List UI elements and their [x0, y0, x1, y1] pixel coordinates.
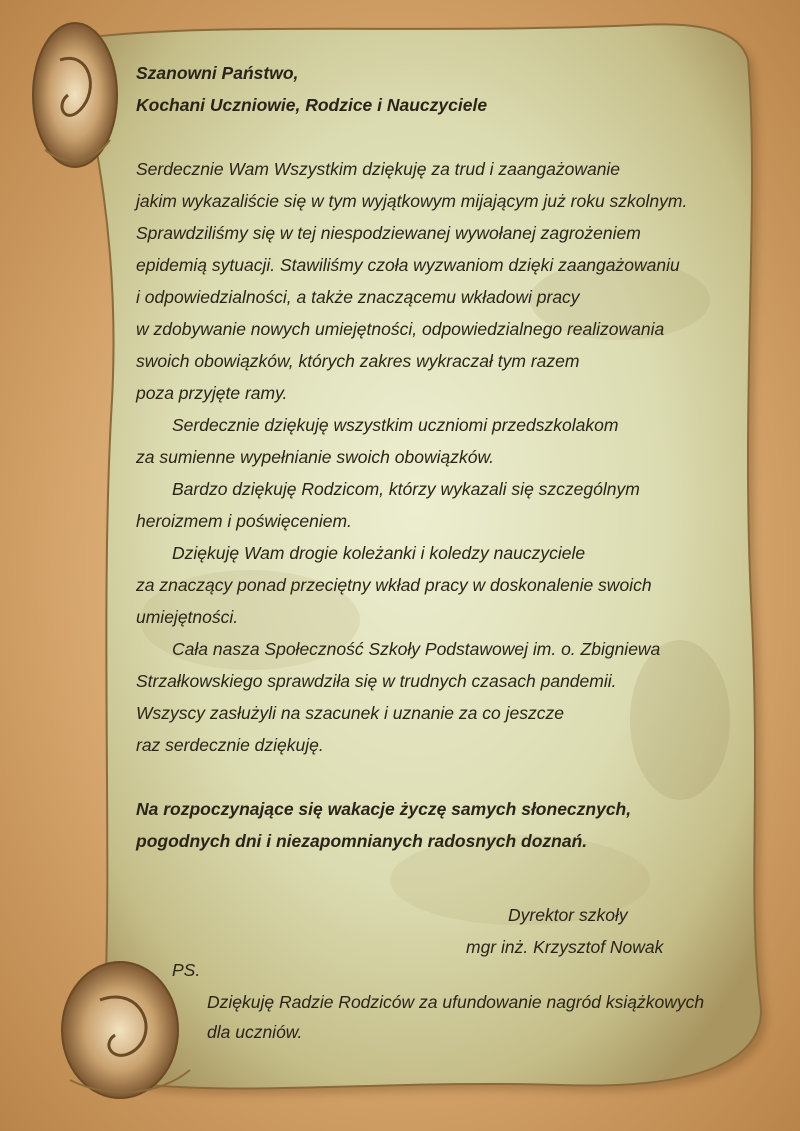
ps-line-2: dla uczniów.: [207, 1022, 303, 1042]
greeting-line-1: Szanowni Państwo,: [136, 63, 299, 83]
body-line: poza przyjęte ramy.: [136, 383, 288, 403]
wish-line-1: Na rozpoczynające się wakacje życzę samych słonecznych,: [136, 799, 632, 819]
body-line: Wszyscy zasłużyli na szacunek i uznanie za co jeszcze: [136, 703, 564, 723]
body-line: heroizmem i poświęceniem.: [136, 511, 352, 531]
body-line: swoich obowiązków, których zakres wykraczał tym razem: [136, 351, 580, 371]
body-line: Serdecznie Wam Wszystkim dziękuję za trud i zaangażowanie: [136, 159, 621, 179]
body-line: epidemią sytuacji. Stawiliśmy czoła wyzwaniom dzięki zaangażowaniu: [136, 255, 680, 275]
signature-name: mgr inż. Krzysztof Nowak: [466, 937, 664, 957]
greeting-line-2: Kochani Uczniowie, Rodzice i Nauczyciele: [136, 95, 488, 115]
body-line: Strzałkowskiego sprawdziła się w trudnych czasach pandemii.: [136, 671, 617, 691]
signature-title: Dyrektor szkoły: [508, 905, 628, 925]
body-line: Serdecznie dziękuję wszystkim uczniomi przedszkolakom: [172, 415, 619, 435]
body-line: w zdobywanie nowych umiejętności, odpowiedzialnego realizowania: [136, 319, 665, 339]
ps-line-1: Dziękuję Radzie Rodziców za ufundowanie nagród książkowych: [207, 992, 705, 1012]
body-line: Bardzo dziękuję Rodzicom, którzy wykazali się szczególnym: [172, 479, 640, 499]
body-line: za znaczący ponad przeciętny wkład pracy w doskonalenie swoich: [136, 575, 652, 595]
body-line: Sprawdziliśmy się w tej niespodziewanej wywołanej zagrożeniem: [136, 223, 641, 243]
wish-line-2: pogodnych dni i niezapomnianych radosnych doznań.: [136, 831, 588, 851]
body-line: za sumienne wypełnianie swoich obowiązków.: [136, 447, 494, 467]
body-line: jakim wykazaliście się w tym wyjątkowym mijającym już roku szkolnym.: [136, 191, 688, 211]
body-line: Cała nasza Społeczność Szkoły Podstawowej im. o. Zbigniewa: [172, 639, 661, 659]
body-line: umiejętności.: [136, 607, 239, 627]
body-line: i odpowiedzialności, a także znaczącemu wkładowi pracy: [136, 287, 580, 307]
body-line: raz serdecznie dziękuję.: [136, 735, 324, 755]
ps-label: PS.: [172, 960, 201, 980]
body-line: Dziękuję Wam drogie koleżanki i koledzy nauczyciele: [172, 543, 586, 563]
